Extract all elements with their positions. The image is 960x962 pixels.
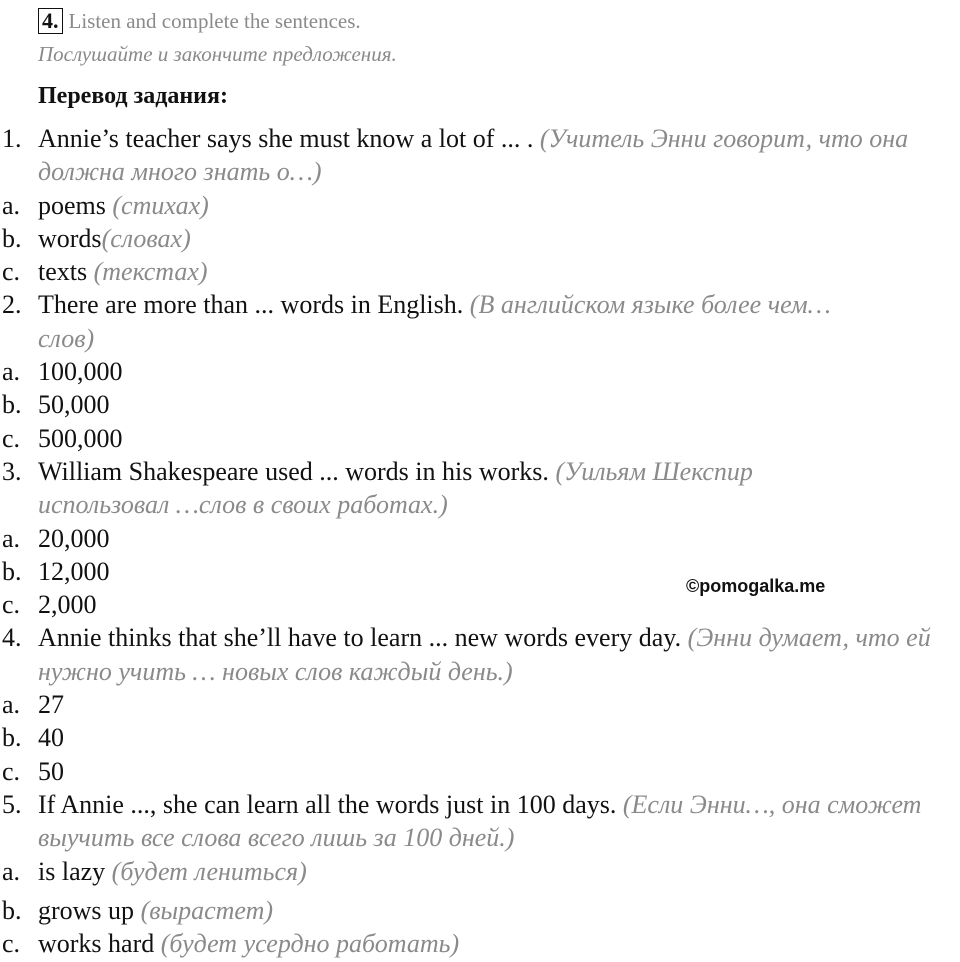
task-instruction-en: Listen and complete the sentences. xyxy=(68,8,361,33)
option-text-en: 500,000 xyxy=(38,423,123,453)
question-text-en: Annie’s teacher says she must know a lot of ... . xyxy=(38,124,540,153)
section-title: Перевод задания: xyxy=(38,83,228,109)
option-marker: c. xyxy=(2,423,21,453)
watermark-text: ©pomogalka.me xyxy=(686,576,826,596)
option-text-ru: (текстах) xyxy=(93,257,208,287)
question-marker: 4. xyxy=(2,623,22,653)
option-1b xyxy=(0,222,960,255)
option-text-en: grows up xyxy=(38,895,141,925)
option-text-en: 50 xyxy=(38,756,64,786)
question-1 xyxy=(0,122,960,189)
option-marker: c. xyxy=(2,929,21,959)
question-text-ru: (В английском языке более чем…слов) xyxy=(38,290,831,353)
question-marker: 3. xyxy=(2,456,22,486)
option-2b xyxy=(0,388,960,421)
task-instruction-line xyxy=(38,4,938,38)
option-5c xyxy=(0,927,960,960)
option-marker: b. xyxy=(2,723,22,753)
option-1c xyxy=(0,255,960,288)
option-text-en: works hard xyxy=(38,929,161,959)
question-text-ru: (Уильям Шекспир использовал …слов в своих работах.) xyxy=(38,456,753,520)
option-marker: c. xyxy=(2,257,21,287)
option-text-en: 12,000 xyxy=(38,556,110,586)
option-text-en: 27 xyxy=(38,690,64,720)
task-instruction-ru: Послушайте и закончите предложения. xyxy=(38,42,397,66)
option-marker: b. xyxy=(2,895,22,925)
option-4c xyxy=(0,755,960,788)
option-text-en: 40 xyxy=(38,723,64,753)
question-text-ru: (Учитель Энни говорит, что она должна много знать о…) xyxy=(38,124,909,187)
option-marker: c. xyxy=(2,756,21,786)
questions-list xyxy=(0,122,960,960)
task-number-box: 4. xyxy=(38,8,63,34)
option-4b xyxy=(0,721,960,754)
option-marker: b. xyxy=(2,556,22,586)
option-marker: a. xyxy=(2,856,21,886)
option-3a xyxy=(0,522,960,555)
option-marker: b. xyxy=(2,223,22,253)
question-5 xyxy=(0,788,960,855)
question-text-en: There are more than ... words in English. xyxy=(38,290,470,320)
question-marker: 5. xyxy=(2,789,22,819)
question-2 xyxy=(0,288,960,355)
option-text-ru: (вырастет) xyxy=(140,895,274,925)
option-2a xyxy=(0,355,960,388)
option-text-ru: (будет усердно работать) xyxy=(160,929,460,959)
question-text-en: Annie thinks that she’ll have to learn ... new words every day. xyxy=(38,623,688,653)
task-header xyxy=(38,4,938,70)
option-marker: c. xyxy=(2,590,21,620)
option-text-en: words xyxy=(38,223,102,253)
question-text-en: William Shakespeare used ... words in his works. xyxy=(38,456,556,486)
question-marker: 1. xyxy=(2,124,22,153)
option-marker: b. xyxy=(2,390,22,420)
option-5a xyxy=(0,855,960,888)
option-text-en: poems xyxy=(38,190,113,220)
option-1a xyxy=(0,189,960,222)
question-marker: 2. xyxy=(2,290,22,320)
option-marker: a. xyxy=(2,190,21,220)
option-marker: a. xyxy=(2,523,21,553)
option-marker: a. xyxy=(2,357,21,387)
question-text-ru: (Энни думает, что ей нужно учить … новых слов каждый день.) xyxy=(38,623,931,686)
question-text-ru: (Если Энни…, она сможет выучить все слова всего лишь за 100 дней.) xyxy=(38,789,922,853)
question-3 xyxy=(0,455,960,522)
question-text-en: If Annie ..., she can learn all the words just in 100 days. xyxy=(38,789,623,819)
option-text-en: 20,000 xyxy=(38,523,110,553)
question-4 xyxy=(0,621,960,688)
option-text-en: 100,000 xyxy=(38,357,123,387)
option-2c xyxy=(0,422,960,455)
option-text-en: 50,000 xyxy=(38,390,110,420)
option-5b xyxy=(0,894,960,927)
option-4a xyxy=(0,688,960,721)
option-text-ru: (словах) xyxy=(101,223,191,253)
option-marker: a. xyxy=(2,690,21,720)
option-text-ru: (стихах) xyxy=(112,190,209,220)
option-text-ru: (будет лениться) xyxy=(111,856,307,886)
option-text-en: 2,000 xyxy=(38,590,97,620)
option-text-en: texts xyxy=(38,257,94,287)
option-text-en: is lazy xyxy=(38,856,112,886)
